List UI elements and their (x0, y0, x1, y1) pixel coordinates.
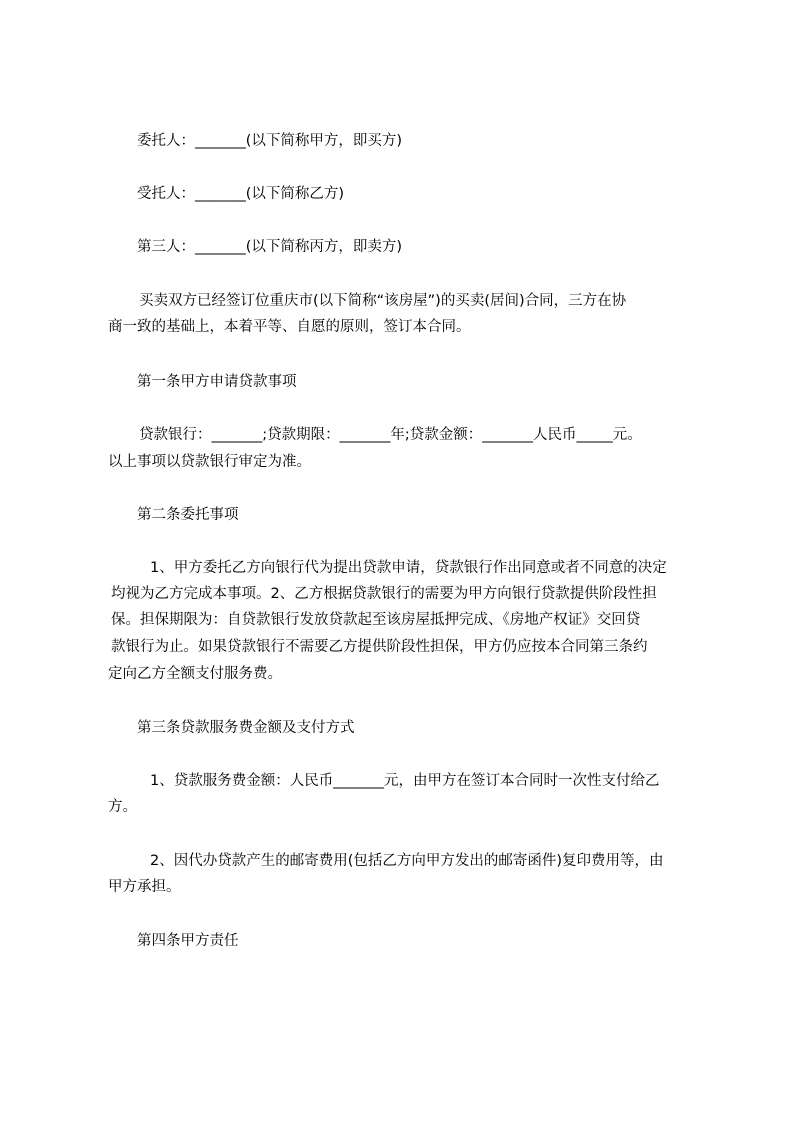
article-3-item-2-line-2: 甲方承担。 (108, 879, 181, 895)
article-3-item-1-line-2: 方。 (108, 799, 137, 815)
article-2-line-2: 均视为乙方完成本事项。2、乙方根据贷款银行的需要为甲方向银行贷款提供阶段性担 (111, 586, 657, 602)
article-2-line-5: 定向乙方全额支付服务费。 (108, 666, 282, 682)
line-third-party: 第三人：_______(以下简称丙方，即卖方) (137, 239, 403, 255)
heading-article-3: 第三条贷款服务费金额及支付方式 (137, 720, 355, 736)
line-principal: 委托人：_______(以下简称甲方，即买方) (137, 133, 403, 149)
article-2-line-3: 保。担保期限为：自贷款银行发放贷款起至该房屋抵押完成、《房地产权证》交回贷 (111, 612, 641, 628)
heading-article-4: 第四条甲方责任 (137, 933, 239, 949)
heading-article-2: 第二条委托事项 (137, 507, 239, 523)
loan-details-line-2: 以上事项以贷款银行审定为准。 (108, 454, 311, 470)
heading-article-1: 第一条甲方申请贷款事项 (137, 374, 297, 390)
paragraph-intro-line-2: 商一致的基础上，本着平等、自愿的原则，签订本合同。 (108, 319, 471, 335)
article-2-line-4: 款银行为止。如果贷款银行不需要乙方提供阶段性担保，甲方仍应按本合同第三条约 (111, 639, 648, 655)
article-3-item-2-line-1: 2、因代办贷款产生的邮寄费用(包括乙方向甲方发出的邮寄函件)复印费用等，由 (150, 853, 664, 869)
article-3-item-1-line-1: 1、贷款服务费金额：人民币_______元，由甲方在签订本合同时一次性支付给乙 (150, 773, 660, 789)
article-2-line-1: 1、甲方委托乙方向银行代为提出贷款申请，贷款银行作出同意或者不同意的决定 (150, 560, 667, 576)
paragraph-intro-line-1: 买卖双方已经签订位重庆市(以下简称“该房屋”)的买卖(居间)合同，三方在协 (139, 293, 627, 309)
loan-details-line-1: 贷款银行：_______;贷款期限：_______年;贷款金额：_______人民币_____元。 (139, 427, 642, 443)
line-agent: 受托人：_______(以下简称乙方) (137, 186, 345, 202)
